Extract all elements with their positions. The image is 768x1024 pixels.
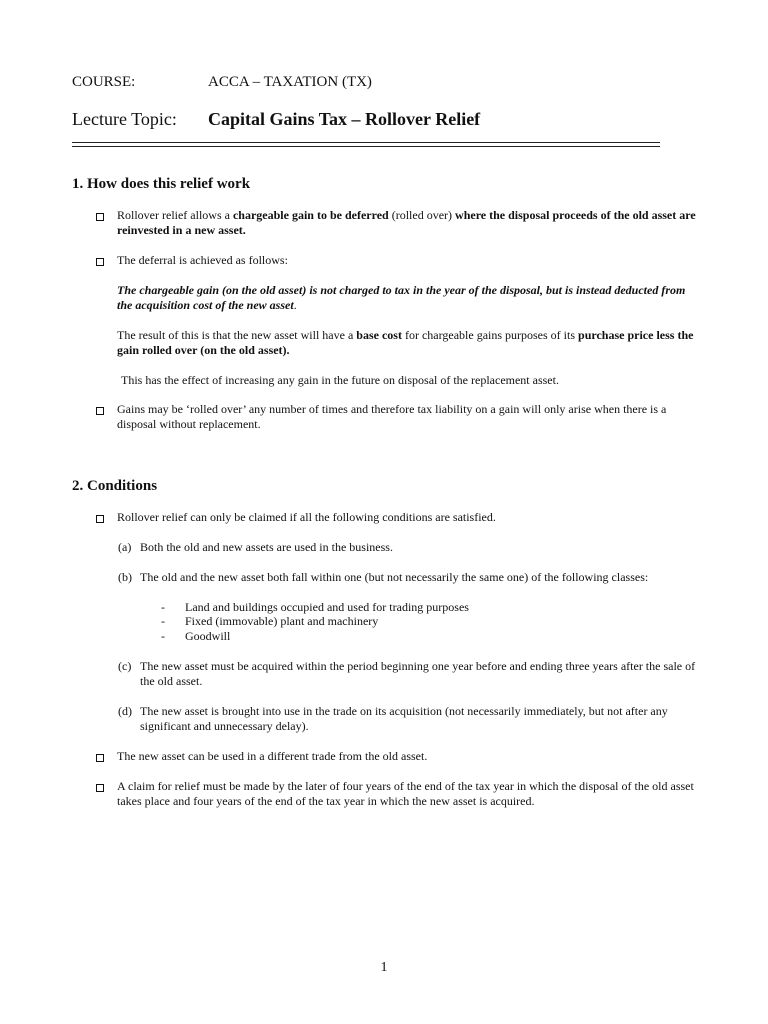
s1-b1-text-3: (rolled over) [388, 208, 456, 222]
condition-text-a: Both the old and new assets are used in the business. [140, 540, 393, 554]
s1-b1-text-4: where the disposal proceeds of the old asset are reinvested in a new asset. [117, 208, 696, 237]
topic-label: Lecture Topic: [72, 109, 177, 129]
section-1-title: 1. How does this relief work [72, 176, 251, 192]
condition-text-c: The new asset must be acquired within the period beginning one year before and ending three years after the sale of the old asset. [140, 659, 696, 688]
asset-class-item: Land and buildings occupied and used for trading purposes [185, 600, 469, 614]
s1-deferral-statement [117, 283, 697, 313]
condition-text-d: The new asset is brought into use in the trade on its acquisition (not necessarily immediately, but not after any significant and unnecessary delay). [140, 704, 668, 733]
header-divider-bottom [72, 146, 660, 147]
s1-result-2: base cost [356, 328, 402, 342]
condition-text-b: The old and the new asset both fall within one (but not necessarily the same one) of the following classes: [140, 570, 649, 584]
s1-bullet-3: Gains may be ‘rolled over’ any number of times and therefore tax liability on a gain will only arise when there is a disposal without replacement. [117, 402, 667, 431]
condition-label-d: (d) [118, 704, 132, 718]
s1-b1-text-1: Rollover relief allows a [117, 208, 233, 222]
s1-bullet-2-intro: The deferral is achieved as follows: [117, 253, 288, 267]
topic-value: Capital Gains Tax – Rollover Relief [208, 109, 481, 129]
s1-bullet-1 [117, 208, 697, 238]
checkbox-bullet-icon [96, 213, 104, 221]
condition-label-b: (b) [118, 570, 132, 584]
course-label: COURSE: [72, 74, 136, 90]
section-2-title: 2. Conditions [72, 478, 158, 494]
s1-b1-text-2: chargeable gain to be deferred [232, 208, 389, 222]
checkbox-bullet-icon [96, 754, 104, 762]
header-divider-top [72, 142, 660, 143]
s1-deferral-italic: The chargeable gain (on the old asset) is not charged to tax in the year of the disposal, but is instead deducted from the acquisition cost of the new asset [117, 283, 686, 312]
s1-result-paragraph [117, 328, 697, 358]
s2-bullet-3: A claim for relief must be made by the later of four years of the end of the tax year in which the disposal of the old asset takes place and four years of the end of the tax year in which the new asset is acquired. [117, 779, 694, 808]
s1-result-4: purchase price less the gain rolled over (on the old asset). [117, 328, 694, 357]
s2-bullet-2: The new asset can be used in a different trade from the old asset. [117, 749, 428, 763]
s1-result-1: The result of this is that the new asset will have a [117, 328, 357, 342]
checkbox-bullet-icon [96, 784, 104, 792]
asset-class-item: Fixed (immovable) plant and machinery [185, 614, 379, 628]
list-dash: - [161, 629, 165, 643]
condition-label-a: (a) [118, 540, 132, 554]
checkbox-bullet-icon [96, 407, 104, 415]
s2-bullet-1: Rollover relief can only be claimed if all the following conditions are satisfied. [117, 510, 496, 524]
page-number: 1 [380, 960, 388, 975]
s1-deferral-end: . [293, 298, 297, 312]
list-dash: - [161, 600, 165, 614]
s1-result-3: for chargeable gains purposes of its [401, 328, 579, 342]
s1-effect-paragraph: This has the effect of increasing any gain in the future on disposal of the replacement asset. [121, 373, 559, 387]
condition-label-c: (c) [118, 659, 132, 673]
course-value: ACCA – TAXATION (TX) [208, 74, 372, 90]
checkbox-bullet-icon [96, 258, 104, 266]
checkbox-bullet-icon [96, 515, 104, 523]
asset-class-item: Goodwill [185, 629, 231, 643]
list-dash: - [161, 614, 165, 628]
